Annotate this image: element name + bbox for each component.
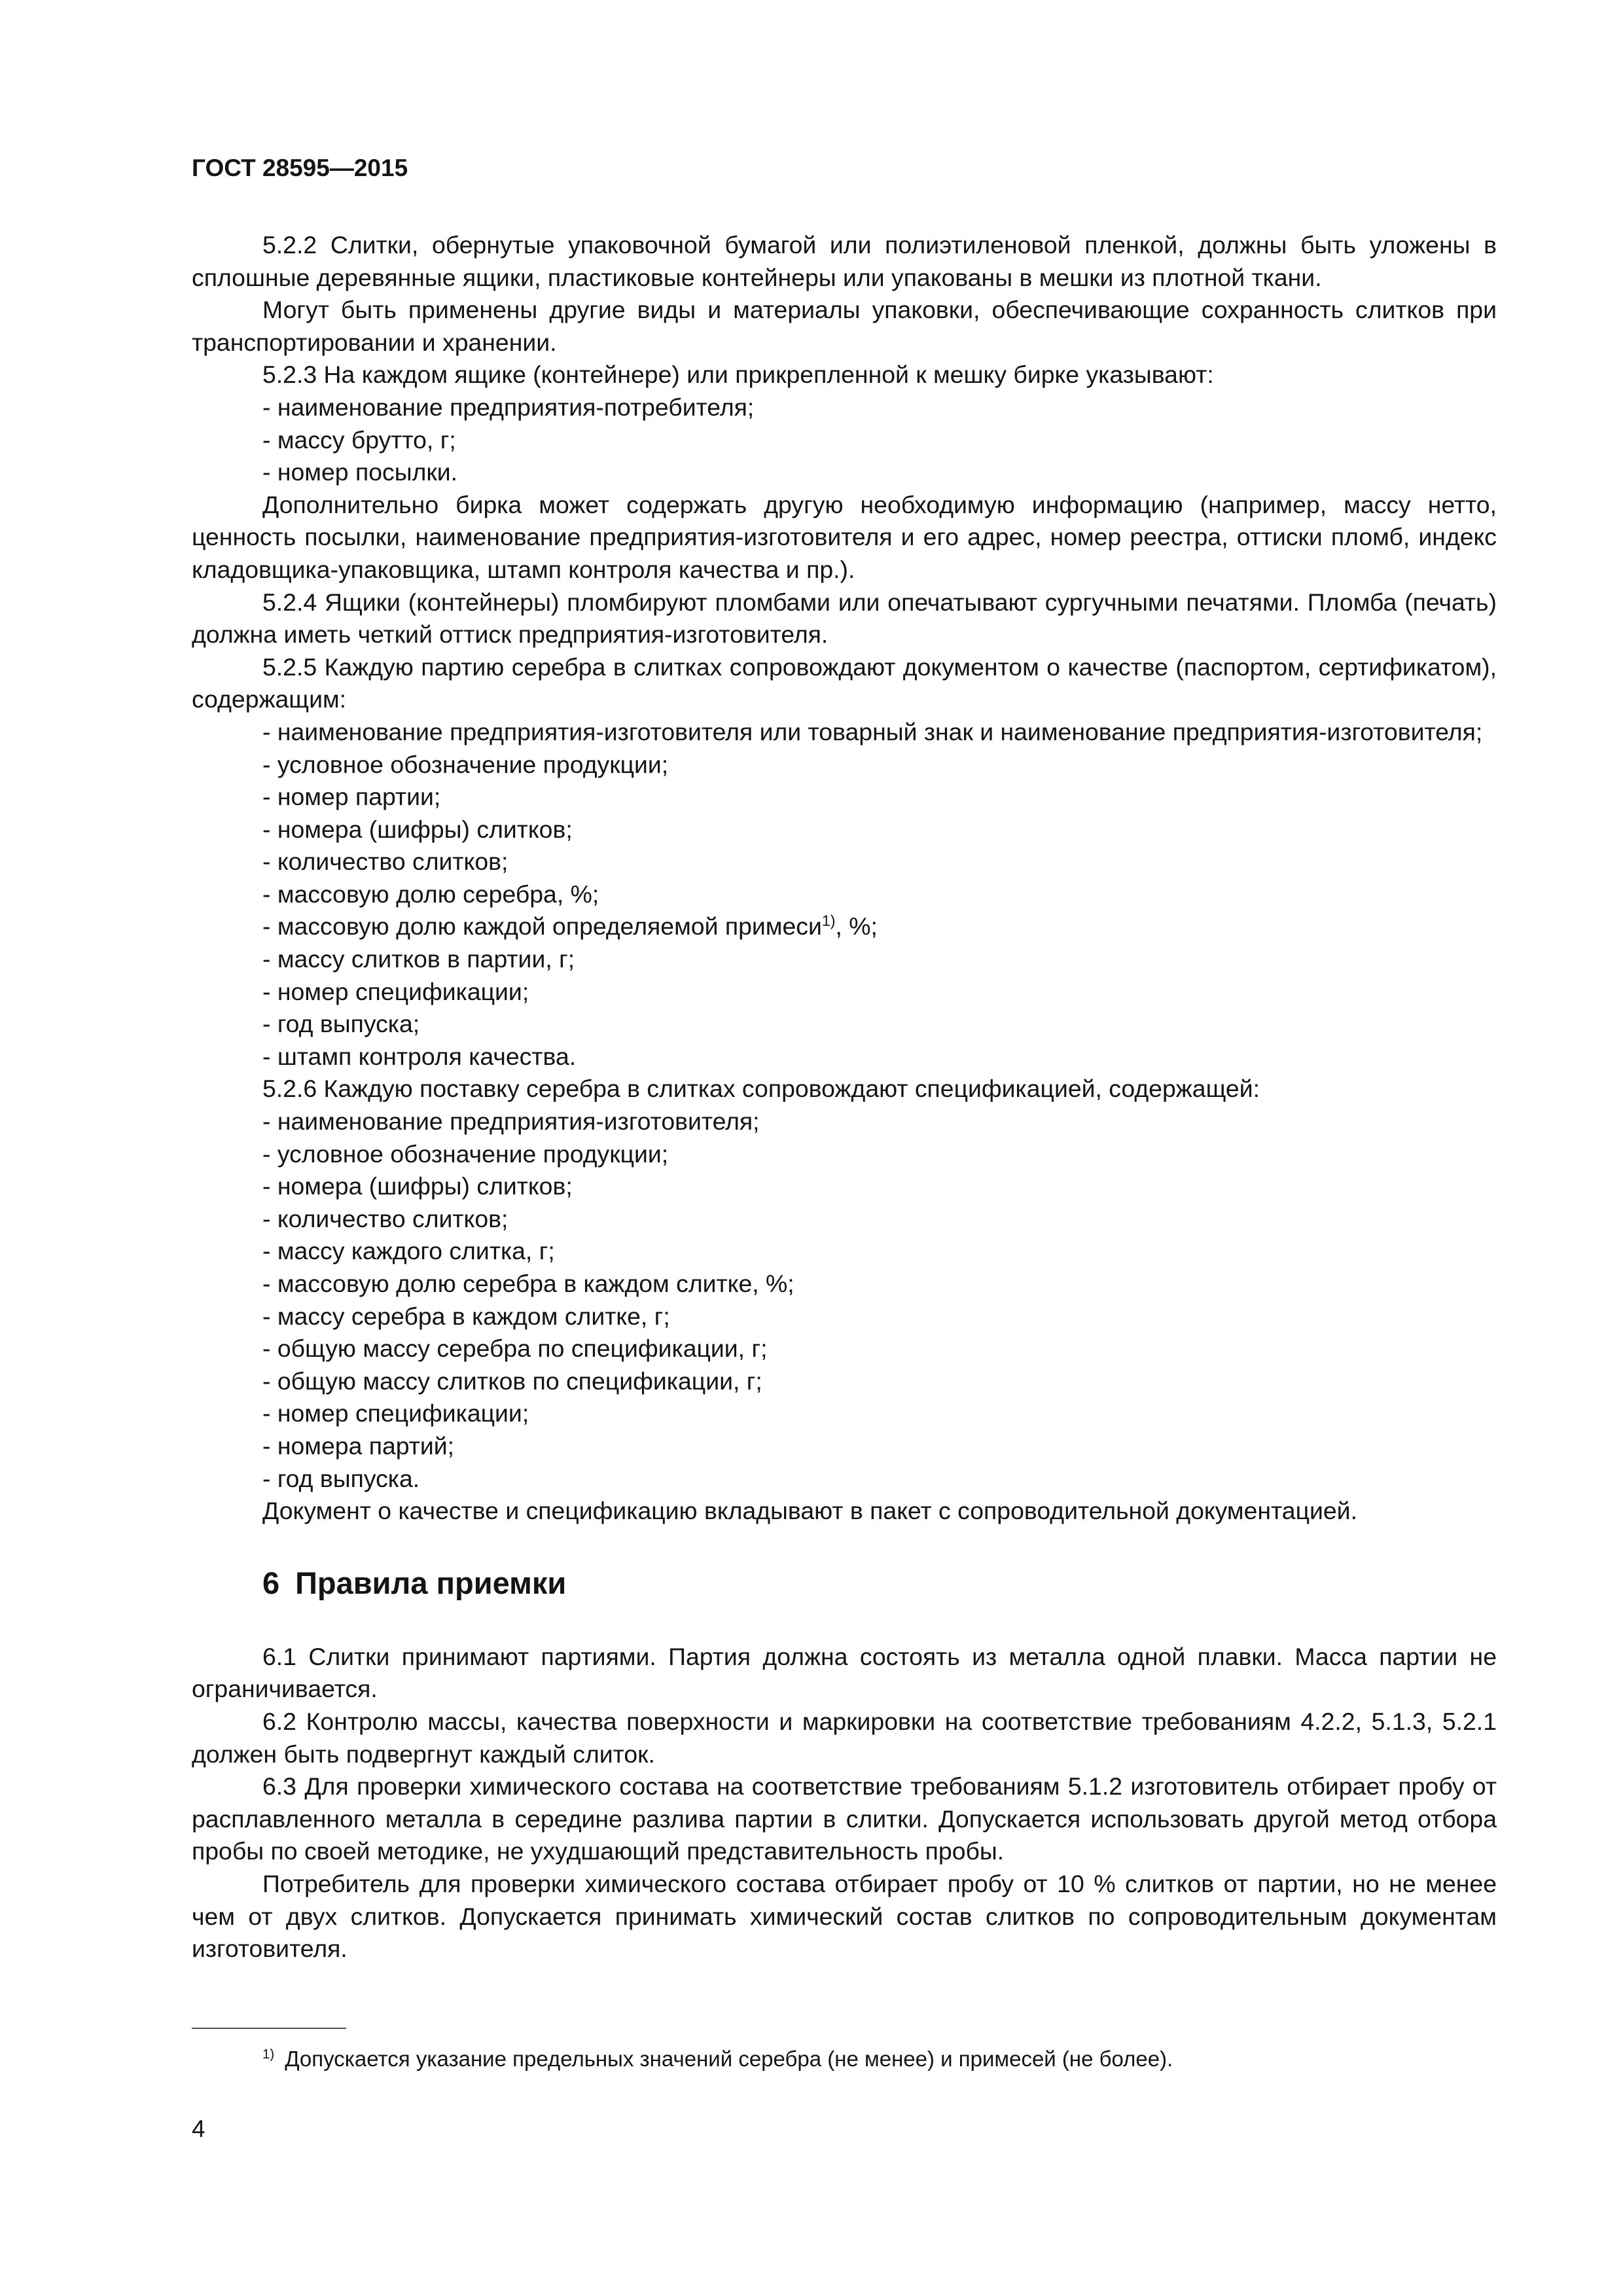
paragraph-5-2-5: 5.2.5 Каждую партию серебра в слитках сопровождают документом о качестве (паспортом, сертификатом), содержащим: — [192, 653, 1497, 713]
list-item: - массу слитков в партии, г; — [262, 945, 575, 973]
list-item-text: - массовую долю каждой определяемой примеси — [262, 912, 822, 941]
footnote-mark: 1) — [262, 2047, 275, 2062]
list-item: - массовую долю серебра, %; — [262, 880, 599, 908]
document-code: ГОСТ 28595—2015 — [192, 154, 408, 181]
paragraph-6-3: 6.3 Для проверки химического состава на соответствие требованиям 5.1.2 изготовитель отбирает пробу от расплавленного металла в середине разлива партии в слитки. Допускается использовать другой метод отбора пробы по своей методике, не ухудшающий представительность пробы. — [192, 1772, 1497, 1865]
list-item: - наименование предприятия-потребителя; — [262, 393, 755, 421]
list-item: - массу серебра в каждом слитке, г; — [262, 1302, 670, 1330]
list-item: - количество слитков; — [262, 1204, 508, 1232]
section-number: 6 — [262, 1565, 280, 1600]
list-item: - условное обозначение продукции; — [262, 1139, 669, 1168]
list-item: - год выпуска. — [262, 1464, 420, 1492]
list-item: - количество слитков; — [262, 848, 508, 876]
list-item: - номер посылки. — [262, 458, 458, 486]
list-item: - номер спецификации; — [262, 1399, 529, 1427]
list-item: - массу брутто, г; — [262, 425, 456, 454]
list-item: - массовую долю серебра в каждом слитке, %; — [262, 1270, 794, 1297]
list-item: - год выпуска; — [262, 1010, 420, 1038]
paragraph-6-1: 6.1 Слитки принимают партиями. Партия должна состоять из металла одной плавки. Масса партии не ограничивается. — [192, 1642, 1497, 1703]
paragraph-6-2: 6.2 Контролю массы, качества поверхности и маркировки на соответствие требованиям 4.2.2, 5.1.3, 5.2.1 должен быть подвергнут каждый слиток. — [192, 1707, 1497, 1768]
section-title: Правила приемки — [295, 1565, 567, 1600]
list-item: - номер спецификации; — [262, 977, 529, 1005]
list-item: - номера партий; — [262, 1431, 455, 1460]
list-item: - наименование предприятия-изготовителя или товарный знак и наименование предприятия-изготовителя; — [262, 717, 1483, 745]
list-item: - общую массу серебра по спецификации, г; — [262, 1335, 768, 1363]
list-item: - наименование предприятия-изготовителя; — [262, 1107, 760, 1136]
paragraph-5-2-2-packaging: Могут быть применены другие виды и материалы упаковки, обеспечивающие сохранность слитков при транспортировании и хранении. — [192, 296, 1497, 356]
page-number: 4 — [192, 2115, 205, 2142]
paragraph-5-2-4: 5.2.4 Ящики (контейнеры) пломбируют пломбами или опечатывают сургучными печатями. Пломба (печать) должна иметь четкий оттиск предприятия-изготовителя. — [192, 588, 1497, 649]
list-item: - массу каждого слитка, г; — [262, 1237, 555, 1265]
paragraph-5-2-3-additional: Дополнительно бирка может содержать другую необходимую информацию (например, массу нетто, ценность посылки, наименование предприятия-изготовителя и его адрес, номер реестра, оттиски пломб, индекс кладовщика-упаковщика, штамп контроля качества и пр.). — [192, 490, 1497, 583]
footnote — [262, 2045, 1173, 2073]
paragraph-5-2-3: 5.2.3 На каждом ящике (контейнере) или прикрепленной к мешку бирке указывают: — [262, 361, 1214, 389]
list-item: - номера (шифры) слитков; — [262, 815, 573, 843]
footnote-divider — [192, 2028, 346, 2029]
paragraph-6-3-consumer: Потребитель для проверки химического состава отбирает пробу от 10 % слитков от партии, но не менее чем от двух слитков. Допускается принимать химический состав слитков по сопроводительным документам изготовителя. — [192, 1869, 1497, 1963]
paragraph-5-2-6-documents: Документ о качестве и спецификацию вкладывают в пакет с сопроводительной документацией. — [262, 1497, 1357, 1525]
document-body — [192, 229, 1497, 1965]
list-item: - номер партии; — [262, 783, 441, 811]
list-item: - номера (шифры) слитков; — [262, 1172, 573, 1200]
list-item: - штамп контроля качества. — [262, 1042, 577, 1070]
section-heading — [262, 1566, 1497, 1601]
list-item: - условное обозначение продукции; — [262, 750, 669, 778]
list-item-with-footnote — [192, 910, 1497, 943]
paragraph-5-2-2: 5.2.2 Слитки, обернутые упаковочной бумагой или полиэтиленовой пленкой, должны быть уложены в сплошные деревянные ящики, пластиковые контейнеры или упакованы в мешки из плотной ткани. — [192, 231, 1497, 291]
footnote-text: Допускается указание предельных значений серебра (не менее) и примесей (не более). — [285, 2047, 1173, 2071]
footnote-reference[interactable]: 1) — [821, 912, 836, 929]
paragraph-5-2-6: 5.2.6 Каждую поставку серебра в слитках сопровождают спецификацией, содержащей: — [262, 1075, 1260, 1103]
list-item: - общую массу слитков по спецификации, г; — [262, 1367, 762, 1395]
list-item-text-end: , %; — [835, 912, 878, 941]
